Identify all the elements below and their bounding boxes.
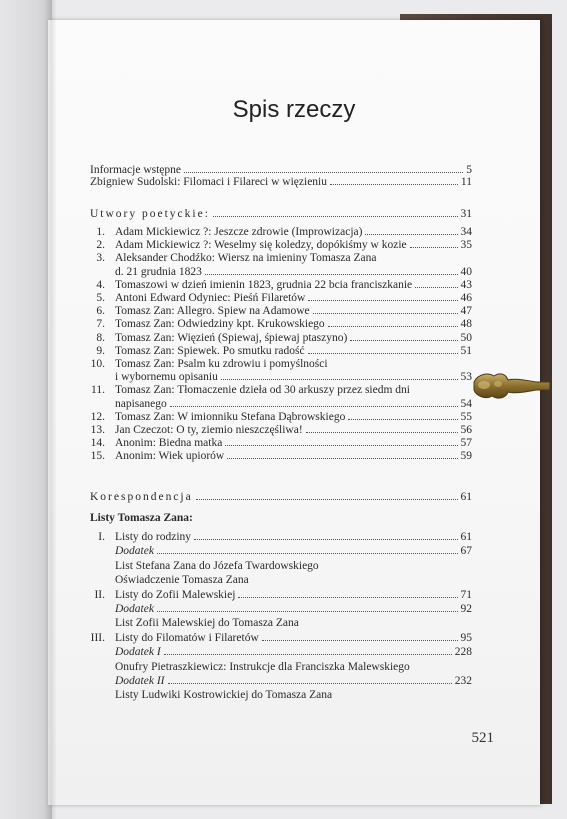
toc-entry-letters: [115, 559, 472, 572]
toc-entry-poem: [96, 278, 472, 291]
toc-entry-page: 34: [460, 226, 472, 238]
toc-entry-poem: [96, 291, 472, 304]
leader-dots: [227, 457, 457, 459]
toc-entry-poem: [115, 397, 472, 410]
toc-entry-page: 47: [460, 305, 472, 318]
toc-entry-page: 54: [460, 397, 472, 410]
toc-entry-letters: [115, 616, 472, 629]
toc-entry-title: Tomasz Zan: Psalm ku zdrowiu i pomyślności: [115, 358, 328, 370]
toc-entry-letters: [90, 631, 472, 644]
leader-dots: [184, 171, 463, 173]
toc-entry-title: List Stefana Zana do Józefa Twardowskiego: [115, 559, 319, 572]
toc-entry-letters: [115, 645, 472, 658]
toc-entry-poem: [96, 304, 472, 318]
toc-entry-number: 12.: [90, 410, 105, 423]
toc-entry-title: Tomasz Zan: Allegro. Spiew na Adamowe: [115, 305, 310, 318]
toc-entry-title: Listy Ludwiki Kostrowickiej do Tomasza Zana: [115, 689, 333, 702]
toc-entry-title: Aleksander Chodźko: Wiersz na imieniny Tomasza Zana: [115, 252, 377, 265]
leader-dots: [157, 610, 458, 612]
toc-entry-poem: [96, 344, 472, 357]
toc-entry-poem: [90, 449, 472, 463]
toc-entry-title: Listy do Zofii Malewskiej: [115, 588, 236, 601]
toc-entry-number: 13.: [90, 424, 105, 436]
toc-entry-number: 4.: [96, 278, 105, 291]
toc-entry-title: Oświadczenie Tomasza Zana: [115, 574, 249, 587]
toc-entry-page: 56: [460, 424, 472, 436]
page-title: Spis rzeczy: [232, 96, 356, 123]
leader-dots: [168, 682, 452, 684]
toc-entry-poem: [96, 317, 472, 331]
leader-dots: [350, 339, 457, 341]
leader-dots: [328, 325, 458, 327]
toc-entry-poem: [90, 423, 472, 436]
toc-entry-poem: [115, 370, 472, 383]
toc-entry-number: 14.: [90, 437, 105, 450]
toc-entry-poem: [96, 331, 472, 344]
toc-entry-page: 71: [460, 588, 472, 601]
leader-dots: [205, 273, 458, 275]
toc-entry-letters: [115, 602, 472, 615]
toc-entry-page: 48: [460, 318, 472, 331]
toc-entry-title: Dodatek I: [115, 646, 161, 659]
toc-entry-title: Tomasz Zan: Odwiedziny kpt. Krukowskiego: [115, 318, 325, 331]
toc-entry-title: Korespondencja: [90, 491, 193, 503]
toc-entry-poem: [90, 357, 472, 370]
toc-entry-number: 7.: [96, 318, 105, 331]
toc-entry-page: 53: [460, 371, 472, 384]
toc-entry-page: 55: [460, 410, 472, 423]
toc-entry-title: List Zofii Malewskiej do Tomasza Zana: [115, 617, 299, 630]
leader-dots: [221, 378, 458, 380]
leader-dots: [348, 418, 457, 420]
leader-dots: [157, 552, 458, 554]
toc-entry-title: Listy do rodziny: [115, 531, 192, 543]
leader-dots: [262, 639, 458, 641]
toc-entry-page: 40: [460, 265, 472, 278]
toc-entry-page: 46: [460, 292, 472, 304]
toc-entry-title: Dodatek: [115, 603, 154, 615]
leader-dots: [194, 538, 457, 540]
toc-entry-title: Antoni Edward Odyniec: Pieśń Filaretów: [115, 292, 306, 304]
leader-dots: [238, 596, 457, 598]
toc-entry-page: 59: [460, 450, 472, 463]
toc-entry-page: 57: [460, 437, 472, 450]
toc-entry-title: Tomasz Zan: W imionniku Stefana Dąbrowskiego: [115, 410, 346, 423]
leader-dots: [308, 299, 457, 301]
toc-entry-page: 232: [454, 675, 472, 687]
toc-entry-page: 35: [460, 239, 472, 252]
toc-entry-title: Tomasz Zan: Spiewek. Po smutku radość: [115, 344, 305, 357]
leader-dots: [196, 498, 458, 500]
toc-entry-page: 50: [460, 331, 472, 344]
toc-entry-letters: [115, 674, 472, 687]
toc-entry-title: Dodatek: [115, 545, 154, 558]
toc-entry-title: Listy Tomasza Zana:: [90, 512, 193, 524]
toc-entry-page: 11: [460, 176, 472, 188]
toc-entry-number: 2.: [96, 239, 105, 252]
toc-entry-poem: [96, 251, 472, 265]
toc-entry-title: Adam Mickiewicz ?: Weselmy się koledzy, dopókiśmy w kozie: [115, 239, 407, 252]
toc-entry-letters: [115, 660, 472, 673]
section-heading-utwory: [90, 207, 472, 220]
toc-entry-title: napisanego: [115, 397, 167, 410]
leader-dots: [365, 233, 457, 235]
leader-dots: [170, 405, 458, 407]
toc-entry-letters: [115, 688, 472, 701]
toc-entry-page: 67: [460, 545, 472, 558]
toc-entry-number: III.: [90, 631, 105, 644]
toc-entry-page: 92: [460, 603, 472, 615]
toc-entry-title: Anonim: Wiek upiorów: [115, 450, 225, 463]
leader-dots: [410, 246, 458, 248]
section-heading-korespondencja: [90, 490, 472, 503]
toc-entry-poem: [91, 383, 472, 397]
page-number: 521: [471, 730, 494, 746]
leader-dots: [313, 312, 458, 314]
toc-entry-number: 5.: [96, 292, 105, 304]
leader-dots: [415, 286, 457, 288]
toc-entry-title: Informacje wstępne: [90, 164, 182, 176]
toc-entry-poem: [90, 436, 472, 450]
leader-dots: [308, 352, 458, 354]
toc-entry-intro: [90, 175, 472, 188]
toc-entry-title: Tomaszowi w dzień imienin 1823, grudnia 22 bcia franciszkanie: [115, 278, 413, 291]
toc-entry-title: Listy do Filomatów i Filaretów: [115, 631, 259, 644]
leader-dots: [330, 183, 458, 185]
toc-entry-page: 61: [460, 491, 472, 503]
toc-entry-letters: [115, 544, 472, 557]
toc-entry-letters: [94, 588, 472, 601]
toc-entry-poem: [115, 265, 472, 278]
toc-entry-poem: [90, 410, 472, 423]
toc-entry-title: Tomasz Zan: Tłomaczenie dzieła od 30 arkuszy przez siedm dni: [115, 384, 410, 397]
toc-entry-title: Utwory poetyckie:: [90, 208, 210, 220]
toc-entry-poem: [96, 225, 472, 238]
toc-entry-number: 1.: [96, 226, 105, 238]
toc-entry-page: 5: [466, 164, 472, 176]
toc-entry-title: Adam Mickiewicz ?: Jeszcze zdrowie (Improwizacja): [115, 226, 363, 238]
brass-clasp-icon: [470, 368, 550, 404]
toc-entry-number: II.: [94, 588, 105, 601]
leader-dots: [306, 431, 458, 433]
toc-entry-title: Anonim: Biedna matka: [115, 437, 223, 450]
toc-entry-title: Dodatek II: [115, 675, 165, 687]
toc-entry-title: d. 21 grudnia 1823: [115, 265, 202, 278]
toc-entry-page: 43: [460, 278, 472, 291]
leader-dots: [164, 653, 452, 655]
toc-entry-title: i wybornemu opisaniu: [115, 371, 218, 384]
leader-dots: [213, 215, 458, 217]
toc-entry-page: 61: [460, 531, 472, 543]
toc-entry-page: 51: [460, 344, 472, 357]
toc-entry-number: 9.: [96, 344, 105, 357]
toc-entry-number: I.: [98, 531, 105, 543]
toc-entry-number: 11.: [91, 384, 105, 397]
toc-entry-title: Jan Czeczot: O ty, ziemio nieszczęśliwa!: [115, 424, 303, 436]
section-heading-listy: [90, 511, 472, 524]
toc-entry-letters: [98, 530, 472, 543]
toc-entry-title: Tomasz Zan: Więzień (Spiewaj, śpiewaj ptaszyno): [115, 331, 348, 344]
toc-entry-number: 10.: [90, 358, 105, 370]
toc-entry-number: 3.: [96, 252, 105, 265]
toc-entry-page: 95: [460, 631, 472, 644]
book-page: [48, 20, 540, 805]
toc-entry-number: 8.: [96, 331, 105, 344]
toc-entry-letters: [115, 573, 472, 586]
toc-entry-title: Zbigniew Sudolski: Filomaci i Filareci w więzieniu: [90, 176, 327, 188]
toc-entry-number: 15.: [90, 450, 105, 463]
toc-entry-poem: [96, 238, 472, 252]
toc-entry-page: 228: [454, 646, 472, 659]
toc-entry-title: Onufry Pietraszkiewicz: Instrukcje dla Franciszka Malewskiego: [115, 660, 410, 673]
toc-entry-number: 6.: [96, 305, 105, 318]
spine-shadow: [44, 0, 56, 819]
toc-entry-page: 31: [460, 208, 472, 220]
leader-dots: [225, 444, 457, 446]
